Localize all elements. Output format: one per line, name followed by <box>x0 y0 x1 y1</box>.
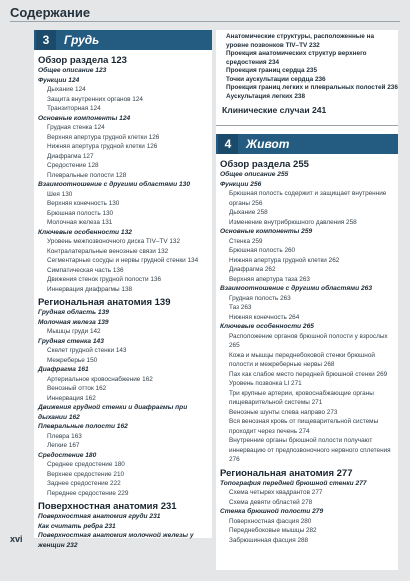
toc-entry[interactable]: Таз 263 <box>229 304 252 311</box>
toc-entry[interactable]: Уровень позвонка LI 271 <box>229 380 302 387</box>
toc-entry[interactable]: Венозный отток 162 <box>47 385 107 392</box>
toc-entry[interactable]: Брюшная полость 260 <box>229 247 296 254</box>
toc-section-heading[interactable]: Обзор раздела 255 <box>220 159 309 170</box>
toc-subsection[interactable]: Топография передней брюшной стенки 277 <box>220 479 367 487</box>
toc-subsection[interactable]: Плевральные полости 162 <box>38 423 128 430</box>
toc-subsection[interactable]: Грудная стенка 143 <box>38 337 104 345</box>
toc-topic[interactable]: Проекция анатомических структур верхнего средостения 234 <box>226 50 367 66</box>
toc-topic[interactable]: Проекция границ сердца 235 <box>226 67 318 74</box>
left-column <box>34 30 212 549</box>
toc-entry[interactable]: Брюшная полость содержит и защищает внутренние органы 256 <box>229 190 387 207</box>
toc-topic[interactable]: Точки аускультации сердца 236 <box>226 75 326 83</box>
toc-entry[interactable]: Нижняя апертура грудной клетки 262 <box>229 256 340 264</box>
page-number: xvi <box>10 534 23 544</box>
toc-subsection[interactable]: Грудная область 139 <box>38 309 109 316</box>
toc-entry[interactable]: Поверхностная фасция 280 <box>229 517 312 525</box>
toc-entry[interactable]: Схема четырех квадрантов 277 <box>229 489 323 496</box>
toc-section-heading[interactable]: Региональная анатомия 277 <box>220 467 353 479</box>
toc-entry[interactable]: Средостение 128 <box>47 162 99 169</box>
toc-entry[interactable]: Венозные шунты слева направо 273 <box>229 408 338 416</box>
toc-subsection[interactable]: Ключевые особенности 265 <box>220 323 314 330</box>
toc-section-heading[interactable]: Региональная анатомия 139 <box>38 297 171 308</box>
toc-topic[interactable]: Анатомические структуры, расположенные на уровне позвонков TIV–TV 232 <box>226 33 375 49</box>
toc-entry[interactable]: Забрюшинная фасция 288 <box>229 536 309 544</box>
toc-subsection[interactable]: Ключевые особенности 132 <box>38 228 132 236</box>
toc-entry[interactable]: Грудная стенка 124 <box>47 124 105 131</box>
chapter-3-toc-continued <box>216 30 398 101</box>
toc-entry[interactable]: Иннервация диафрагмы 138 <box>47 285 133 293</box>
toc-entry[interactable]: Вся венозная кровь от пищеварительной системы проходит через печень 274 <box>229 418 379 435</box>
toc-subsection[interactable]: Как считать ребра 231 <box>38 522 116 530</box>
chapter-4-toc <box>216 154 398 545</box>
toc-entry[interactable]: Молочная железа 131 <box>47 219 113 226</box>
chapter-3-title: Грудь <box>64 33 100 47</box>
toc-subsection[interactable]: Средостение 180 <box>38 451 97 459</box>
toc-entry[interactable]: Защита внутренних органов 124 <box>47 95 143 103</box>
toc-entry[interactable]: Верхняя апертура таза 263 <box>229 275 310 283</box>
chapter-4-title: Живот <box>246 137 290 151</box>
chapter-4-number: 4 <box>218 134 238 154</box>
toc-subsection[interactable]: Взаимоотношение с другими областями 263 <box>220 285 372 292</box>
toc-topic[interactable]: Аускультация легких 238 <box>226 92 306 100</box>
toc-topic[interactable]: Проекция границ легких и плевральных полостей 236 <box>226 84 398 91</box>
toc-entry[interactable]: Дыхание 124 <box>47 86 86 93</box>
toc-clinical-cases[interactable]: Клинические случаи 241 <box>222 105 327 115</box>
toc-entry[interactable]: Схема девяти областей 278 <box>229 498 313 506</box>
toc-entry[interactable]: Дыхание 258 <box>229 209 268 216</box>
toc-subsection[interactable]: Основные компоненты 259 <box>220 228 313 235</box>
toc-entry[interactable]: Три крупные артерии, кровоснабжающие органы пищеварительной системы 271 <box>229 389 374 406</box>
toc-entry[interactable]: Верхняя апертура грудной клетки 126 <box>47 133 160 141</box>
toc-subsection[interactable]: Молочная железа 139 <box>38 318 109 326</box>
chapter-3-number: 3 <box>36 30 56 50</box>
toc-subsection[interactable]: Взаимоотношение с другими областями 130 <box>38 181 190 188</box>
toc-section-heading[interactable]: Поверхностная анатомия 231 <box>38 501 177 512</box>
section-divider <box>216 125 398 126</box>
page-header <box>0 0 410 23</box>
toc-entry[interactable]: Кожа и мышцы переднебоковой стенки брюшной полости и межреберные нервы 268 <box>229 351 375 368</box>
toc-section-heading[interactable]: Обзор раздела 123 <box>38 55 127 66</box>
toc-entry[interactable]: Плевральные полости 128 <box>47 171 127 179</box>
toc-entry[interactable]: Сегментарные сосуды и нервы грудной стенки 134 <box>47 257 199 264</box>
toc-entry[interactable]: Брюшная полость 130 <box>47 209 114 217</box>
toc-entry[interactable]: Движения стенок грудной полости 136 <box>47 276 162 283</box>
toc-subsection[interactable]: Общее описание 123 <box>38 67 107 74</box>
toc-subsection[interactable]: Поверхностная анатомия молочной железы у женщин 232 <box>38 532 194 549</box>
toc-entry[interactable]: Диафрагма 262 <box>229 266 276 273</box>
toc-entry[interactable]: Нижняя конечность 264 <box>229 313 300 321</box>
toc-entry[interactable]: Контралатеральные венозные связи 132 <box>47 247 169 255</box>
chapter-3-toc <box>34 50 212 550</box>
toc-entry[interactable]: Транзиторная 124 <box>47 105 101 112</box>
toc-entry[interactable]: Переднее средостение 229 <box>47 489 129 497</box>
toc-entry[interactable]: Скелет грудной стенки 143 <box>47 347 127 354</box>
toc-entry[interactable]: Переднебоковые мышцы 282 <box>229 527 317 534</box>
toc-subsection[interactable]: Общее описание 255 <box>220 171 289 178</box>
toc-entry[interactable]: Иннервация 162 <box>47 394 96 402</box>
toc-entry[interactable]: Плевра 163 <box>47 432 82 440</box>
toc-entry[interactable]: Верхняя конечность 130 <box>47 200 120 207</box>
chapter-3-banner <box>34 30 212 50</box>
toc-entry[interactable]: Мышцы груди 142 <box>47 328 101 335</box>
toc-subsection[interactable]: Стенка брюшной полости 279 <box>220 508 324 515</box>
right-column <box>216 30 398 570</box>
toc-subsection[interactable]: Функции 256 <box>220 180 262 188</box>
page-title: Содержание <box>10 5 91 20</box>
toc-entry[interactable]: Стенка 259 <box>229 237 263 245</box>
toc-entry[interactable]: Среднее средостение 180 <box>47 461 125 468</box>
toc-subsection[interactable]: Функции 124 <box>38 76 80 84</box>
toc-entry[interactable]: Внутренние органы брюшной полости получают иннервацию от предпозвоночного нервного сплетения 276 <box>229 437 391 463</box>
toc-subsection[interactable]: Диафрагма 161 <box>38 366 89 373</box>
header-rule <box>10 21 400 22</box>
toc-subsection[interactable]: Основные компоненты 124 <box>38 114 131 122</box>
toc-entry[interactable]: Артериальное кровоснабжение 162 <box>47 375 153 383</box>
toc-subsection[interactable]: Движения грудной стенки и диафрагмы при дыхании 162 <box>38 404 188 421</box>
toc-entry[interactable]: Межреберье 150 <box>47 356 98 364</box>
toc-entry[interactable]: Грудная полость 263 <box>229 294 291 302</box>
toc-entry[interactable]: Верхнее средостение 210 <box>47 470 125 478</box>
toc-entry[interactable]: Шея 130 <box>47 190 73 198</box>
toc-entry[interactable]: Изменение внутрибрюшного давления 258 <box>229 218 357 226</box>
toc-subsection[interactable]: Поверхностная анатомия груди 231 <box>38 513 161 520</box>
toc-entry[interactable]: Диафрагма 127 <box>47 152 94 160</box>
toc-entry[interactable]: Легкие 167 <box>47 442 80 449</box>
toc-entry[interactable]: Нижняя апертура грудной клетки 126 <box>47 143 158 150</box>
toc-entry[interactable]: Уровень межпозвоночного диска TIV–TV 132 <box>47 238 181 245</box>
toc-entry[interactable]: Симпатическая часть 136 <box>47 266 124 274</box>
toc-entry[interactable]: Расположение органов брюшной полости у взрослых 265 <box>229 332 388 349</box>
toc-entry[interactable]: Пах как слабое место передней брюшной стенки 269 <box>229 370 388 378</box>
chapter-4-banner <box>216 134 398 154</box>
toc-entry[interactable]: Заднее средостение 222 <box>47 480 121 487</box>
